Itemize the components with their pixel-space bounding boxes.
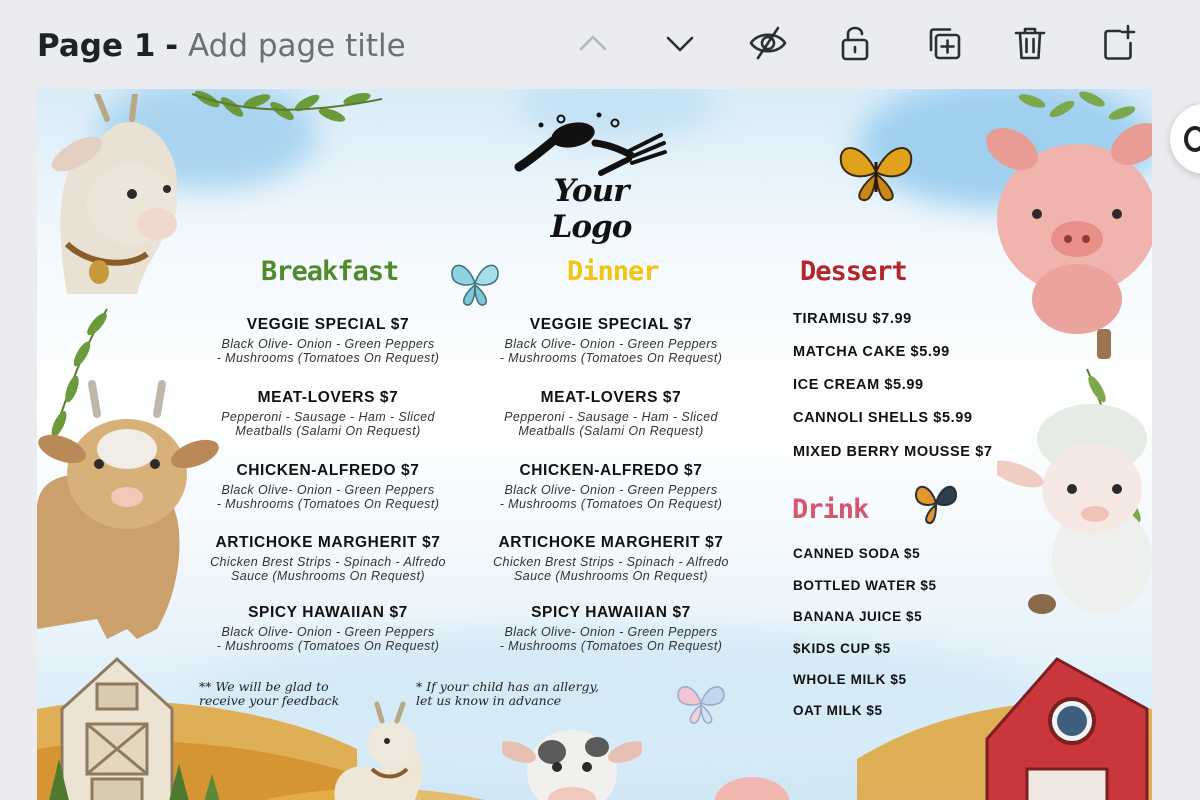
item-description: Black Olive- Onion - Green Peppers xyxy=(221,483,435,497)
drink-item[interactable]: $KIDS CUP $5 xyxy=(793,641,891,656)
note-line: ** We will be glad to xyxy=(199,679,329,694)
add-page-button[interactable] xyxy=(1095,20,1141,66)
move-page-up-button[interactable] xyxy=(570,20,616,66)
cow-illustration xyxy=(502,717,642,800)
item-name: MEAT-LOVERS $7 xyxy=(257,389,399,406)
duplicate-icon xyxy=(923,23,963,63)
butterfly-illustration xyxy=(447,253,503,309)
goat-illustration xyxy=(317,699,437,800)
pig-illustration xyxy=(712,773,792,800)
leaves-illustration xyxy=(187,89,387,149)
item-description: Meatballs (Salami On Request) xyxy=(518,423,704,438)
item-description: - Mushrooms (Tomatoes On Request) xyxy=(499,350,723,365)
dinner-item[interactable] xyxy=(461,462,761,511)
duplicate-page-button[interactable] xyxy=(920,20,966,66)
drink-item[interactable]: WHOLE MILK $5 xyxy=(793,672,907,687)
dessert-item[interactable]: MIXED BERRY MOUSSE $7 xyxy=(793,444,993,460)
barn-illustration xyxy=(977,649,1152,800)
item-name: VEGGIE SPECIAL $7 xyxy=(529,316,693,333)
breakfast-title[interactable]: Breakfast xyxy=(261,256,399,287)
lock-page-button[interactable] xyxy=(832,20,878,66)
dinner-item[interactable] xyxy=(461,389,761,438)
move-page-down-button[interactable] xyxy=(657,20,703,66)
dinner-item[interactable] xyxy=(461,604,761,653)
dessert-item[interactable]: ICE CREAM $5.99 xyxy=(793,377,924,393)
item-description: Sauce (Mushrooms On Request) xyxy=(514,568,708,583)
sheep-illustration xyxy=(997,399,1152,619)
side-panel-toggle[interactable] xyxy=(1170,104,1200,174)
dinner-title[interactable]: Dinner xyxy=(567,256,659,287)
item-description: Meatballs (Salami On Request) xyxy=(235,423,421,438)
item-description: Pepperoni - Sausage - Ham - Sliced xyxy=(221,410,435,424)
restaurant-logo[interactable] xyxy=(511,111,671,245)
logo-text: Your Logo xyxy=(550,173,632,245)
pig-illustration xyxy=(982,119,1152,359)
item-description: Chicken Brest Strips - Spinach - Alfredo xyxy=(493,555,729,569)
dessert-title[interactable]: Dessert xyxy=(800,256,907,287)
drink-title[interactable]: Drink xyxy=(792,494,869,525)
spoon-fork-icon xyxy=(511,111,671,181)
item-description: Black Olive- Onion - Green Peppers xyxy=(221,337,435,351)
panel-icon xyxy=(1184,126,1200,152)
drink-item[interactable]: CANNED SODA $5 xyxy=(793,546,921,561)
delete-page-button[interactable] xyxy=(1007,20,1053,66)
add-page-icon xyxy=(1098,23,1138,63)
butterfly-illustration xyxy=(833,132,919,204)
note-line: let us know in advance xyxy=(416,693,562,708)
feedback-note[interactable] xyxy=(199,680,419,708)
drink-item[interactable]: BOTTLED WATER $5 xyxy=(793,578,937,593)
item-description: - Mushrooms (Tomatoes On Request) xyxy=(216,638,440,653)
allergy-note[interactable] xyxy=(416,680,636,708)
breakfast-item[interactable] xyxy=(178,316,478,365)
breakfast-item[interactable] xyxy=(178,604,478,653)
item-name: VEGGIE SPECIAL $7 xyxy=(246,316,410,333)
item-description: Pepperoni - Sausage - Ham - Sliced xyxy=(504,410,718,424)
dinner-item[interactable] xyxy=(461,316,761,365)
butterfly-illustration xyxy=(672,677,730,727)
item-name: SPICY HAWAIIAN $7 xyxy=(248,604,408,621)
item-description: Black Olive- Onion - Green Peppers xyxy=(504,625,718,639)
item-description: Chicken Brest Strips - Spinach - Alfredo xyxy=(210,555,446,569)
item-name: ARTICHOKE MARGHERIT $7 xyxy=(215,534,441,551)
eye-off-icon xyxy=(748,23,788,63)
page-title-input[interactable]: Add page title xyxy=(187,28,406,64)
item-description: - Mushrooms (Tomatoes On Request) xyxy=(499,496,723,511)
item-description: - Mushrooms (Tomatoes On Request) xyxy=(499,638,723,653)
unlock-icon xyxy=(835,23,875,63)
butterfly-illustration xyxy=(910,477,962,527)
item-name: ARTICHOKE MARGHERIT $7 xyxy=(498,534,724,551)
note-line: * If your child has an allergy, xyxy=(416,679,599,694)
breakfast-item[interactable] xyxy=(178,462,478,511)
item-name: CHICKEN-ALFREDO $7 xyxy=(519,462,703,479)
breakfast-item[interactable] xyxy=(178,534,478,583)
trees-illustration xyxy=(37,749,237,800)
chevron-up-icon xyxy=(573,23,613,63)
item-description: Black Olive- Onion - Green Peppers xyxy=(504,337,718,351)
item-name: CHICKEN-ALFREDO $7 xyxy=(236,462,420,479)
drink-item[interactable]: BANANA JUICE $5 xyxy=(793,609,923,624)
chevron-down-icon xyxy=(660,23,700,63)
item-description: - Mushrooms (Tomatoes On Request) xyxy=(216,350,440,365)
trash-icon xyxy=(1010,23,1050,63)
item-description: Black Olive- Onion - Green Peppers xyxy=(221,625,435,639)
page-title[interactable] xyxy=(37,26,406,66)
item-description: Sauce (Mushrooms On Request) xyxy=(231,568,425,583)
goat-illustration xyxy=(37,94,197,294)
note-line: receive your feedback xyxy=(199,693,340,708)
dessert-item[interactable]: TIRAMISU $7.99 xyxy=(793,311,912,327)
item-description: Black Olive- Onion - Green Peppers xyxy=(504,483,718,497)
dessert-item[interactable]: MATCHA CAKE $5.99 xyxy=(793,344,950,360)
page-title-separator: - xyxy=(165,28,179,64)
item-description: - Mushrooms (Tomatoes On Request) xyxy=(216,496,440,511)
hide-page-button[interactable] xyxy=(745,20,791,66)
item-name: MEAT-LOVERS $7 xyxy=(540,389,682,406)
dinner-item[interactable] xyxy=(461,534,761,583)
page-header xyxy=(0,0,1200,90)
design-canvas[interactable] xyxy=(37,89,1152,800)
dessert-item[interactable]: CANNOLI SHELLS $5.99 xyxy=(793,410,973,426)
drink-item[interactable]: OAT MILK $5 xyxy=(793,703,883,718)
page-number: Page 1 xyxy=(37,28,156,64)
item-name: SPICY HAWAIIAN $7 xyxy=(531,604,691,621)
breakfast-item[interactable] xyxy=(178,389,478,438)
